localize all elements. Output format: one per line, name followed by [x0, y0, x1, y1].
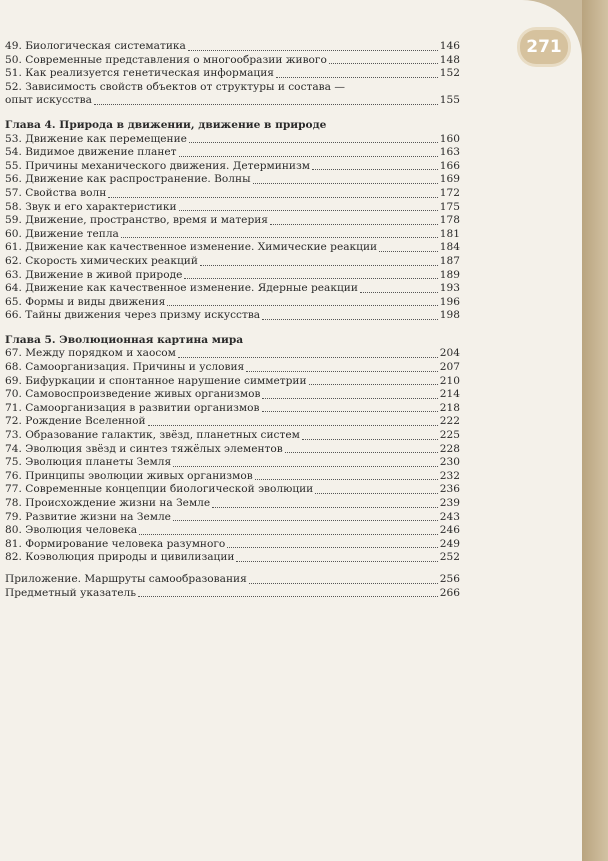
toc-entry	[5, 67, 460, 81]
toc-entry-page: 210	[439, 374, 460, 387]
toc-leader-dots	[270, 224, 438, 225]
toc-entry-page: 172	[439, 186, 460, 199]
toc-leader-dots	[285, 452, 438, 453]
toc-entry-page: 232	[439, 469, 460, 482]
toc-leader-dots	[188, 50, 438, 51]
page-edge	[582, 0, 608, 861]
toc-leader-dots	[262, 411, 438, 412]
toc-entry	[5, 201, 460, 215]
toc-entry	[5, 228, 460, 242]
toc-leader-dots	[309, 384, 438, 385]
toc-entry	[5, 214, 460, 228]
toc-entry-page: 239	[439, 497, 460, 509]
toc-entry-page: 163	[439, 146, 460, 159]
toc-entry-page: 218	[439, 401, 460, 414]
toc-entry	[5, 133, 460, 147]
table-of-contents	[5, 40, 460, 600]
toc-entry-title: 76. Принципы эволюции живых организмов	[5, 469, 253, 482]
toc-entry	[5, 361, 460, 375]
toc-entry-title: 54. Видимое движение планет	[5, 146, 177, 159]
toc-entry-title: 82. Коэволюция природы и цивилизации	[5, 551, 235, 564]
toc-leader-dots	[94, 104, 438, 105]
toc-entry-page: 148	[439, 53, 460, 66]
toc-section-appendix	[5, 573, 460, 600]
toc-entry-title: 65. Формы и виды движения	[5, 295, 166, 308]
toc-entry	[5, 160, 460, 174]
toc-entry-page: 256	[439, 572, 460, 585]
toc-leader-dots	[329, 63, 438, 64]
toc-entry-title: 77. Современные концепции биологической эволюции	[5, 483, 314, 496]
toc-section-chapter-4	[5, 133, 460, 323]
toc-leader-dots	[227, 547, 437, 548]
toc-leader-dots	[138, 596, 438, 597]
toc-entry-page: 246	[439, 524, 460, 537]
toc-leader-dots	[173, 520, 438, 521]
toc-entry-page: 228	[439, 442, 460, 455]
toc-entry	[5, 187, 460, 201]
toc-entry-title: 53. Движение как перемещение	[5, 132, 187, 145]
toc-leader-dots	[236, 561, 437, 562]
toc-entry-title: 55. Причины механического движения. Детерминизм	[5, 159, 310, 172]
toc-leader-dots	[255, 479, 438, 480]
toc-entry	[5, 497, 460, 511]
toc-leader-dots	[179, 156, 438, 157]
toc-entry-page: 225	[439, 429, 460, 442]
toc-leader-dots	[200, 265, 438, 266]
toc-entry-title: 59. Движение, пространство, время и материя	[5, 214, 268, 227]
toc-entry	[5, 309, 460, 323]
toc-entry-page: 236	[439, 483, 460, 496]
toc-entry-title: 60. Движение тепла	[5, 227, 119, 240]
toc-entry	[5, 415, 460, 429]
toc-entry-title: 49. Биологическая систематика	[5, 40, 186, 52]
toc-entry	[5, 587, 460, 601]
toc-entry-page: 222	[439, 415, 460, 428]
toc-leader-dots	[108, 197, 437, 198]
toc-entry-page: 193	[439, 282, 460, 295]
toc-leader-dots	[312, 169, 438, 170]
toc-leader-dots	[379, 251, 438, 252]
toc-entry-page: 266	[439, 586, 460, 599]
toc-entry-page: 249	[439, 537, 460, 550]
toc-leader-dots	[173, 466, 438, 467]
toc-leader-dots	[249, 583, 438, 584]
chapter-5-heading: Глава 5. Эволюционная картина мира	[5, 333, 244, 346]
toc-entry-title: 78. Происхождение жизни на Земле	[5, 497, 211, 509]
toc-entry-title: 58. Звук и его характеристики	[5, 200, 177, 213]
toc-entry-title: 71. Самоорганизация в развитии организмов	[5, 401, 260, 414]
toc-entry	[5, 347, 460, 361]
toc-entry	[5, 269, 460, 283]
toc-leader-dots	[167, 305, 437, 306]
toc-leader-dots	[246, 371, 438, 372]
toc-entry-title: Приложение. Маршруты самообразования	[5, 572, 247, 585]
toc-entry	[5, 388, 460, 402]
toc-leader-dots	[178, 357, 438, 358]
toc-entry-page: 252	[439, 551, 460, 564]
toc-entry-page: 178	[439, 214, 460, 227]
toc-entry	[5, 241, 460, 255]
toc-leader-dots	[262, 319, 438, 320]
toc-leader-dots	[179, 210, 438, 211]
toc-leader-dots	[121, 237, 438, 238]
toc-leader-dots	[139, 534, 438, 535]
toc-entry-page: 196	[439, 295, 460, 308]
toc-entry	[5, 456, 460, 470]
toc-leader-dots	[262, 398, 437, 399]
toc-entry-title: 68. Самоорганизация. Причины и условия	[5, 361, 245, 374]
toc-entry-page: 155	[439, 94, 460, 107]
toc-entry-title: 67. Между порядком и хаосом	[5, 347, 176, 360]
toc-entry	[5, 146, 460, 160]
toc-entry-page: 214	[439, 388, 460, 401]
toc-entry-title: Предметный указатель	[5, 586, 136, 599]
toc-entry-title: 70. Самовоспроизведение живых организмов	[5, 388, 261, 401]
toc-section-chapter-5	[5, 347, 460, 565]
toc-entry-title: 63. Движение в живой природе	[5, 268, 183, 281]
toc-entry-page: 166	[439, 159, 460, 172]
toc-entry-title: 73. Образование галактик, звёзд, планетных систем	[5, 429, 300, 442]
toc-entry-title: опыт искусства	[5, 94, 92, 107]
toc-leader-dots	[302, 439, 438, 440]
toc-entry-page: 169	[439, 173, 460, 186]
toc-entry-page: 189	[439, 268, 460, 281]
toc-entry	[5, 40, 460, 54]
toc-leader-dots	[253, 183, 438, 184]
toc-entry-page: 146	[439, 40, 460, 52]
toc-entry	[5, 255, 460, 269]
toc-entry	[5, 282, 460, 296]
toc-entry	[5, 511, 460, 525]
toc-leader-dots	[148, 425, 438, 426]
toc-entry	[5, 173, 460, 187]
toc-entry-title: 62. Скорость химических реакций	[5, 254, 198, 267]
toc-entry	[5, 375, 460, 389]
toc-entry-title: 72. Рождение Вселенной	[5, 415, 146, 428]
toc-entry-page: 230	[439, 456, 460, 469]
toc-entry	[5, 443, 460, 457]
toc-entry-title: 74. Эволюция звёзд и синтез тяжёлых элементов	[5, 442, 283, 455]
toc-entry-52-cont	[5, 94, 460, 108]
toc-entry-title: 79. Развитие жизни на Земле	[5, 510, 171, 523]
toc-entry	[5, 524, 460, 538]
toc-entry	[5, 573, 460, 587]
toc-entry-title: 50. Современные представления о многообразии живого	[5, 53, 327, 66]
toc-entry	[5, 296, 460, 310]
toc-entry	[5, 429, 460, 443]
toc-entry-title: 64. Движение как качественное изменение. Ядерные реакции	[5, 282, 358, 295]
toc-entry-page: 204	[439, 347, 460, 360]
toc-entry-title: 52. Зависимость свойств объектов от структуры и состава —	[5, 80, 345, 93]
toc-entry-page: 175	[439, 200, 460, 213]
toc-entry	[5, 470, 460, 484]
toc-entry	[5, 538, 460, 552]
toc-entry-page: 187	[439, 254, 460, 267]
toc-entry	[5, 551, 460, 565]
toc-entry-title: 69. Бифуркации и спонтанное нарушение симметрии	[5, 374, 307, 387]
toc-entry-page: 160	[439, 132, 460, 145]
toc-entry-title: 57. Свойства волн	[5, 186, 107, 199]
toc-entry-title: 80. Эволюция человека	[5, 524, 138, 537]
toc-section-continued	[5, 40, 460, 81]
toc-entry-52	[5, 81, 460, 95]
toc-leader-dots	[276, 77, 438, 78]
toc-entry-page: 207	[439, 361, 460, 374]
toc-entry-page: 184	[439, 241, 460, 254]
toc-entry	[5, 54, 460, 68]
toc-entry	[5, 483, 460, 497]
toc-entry-title: 61. Движение как качественное изменение. Химические реакции	[5, 241, 378, 254]
page-number-badge: 271	[520, 30, 568, 64]
toc-leader-dots	[184, 278, 437, 279]
toc-leader-dots	[189, 142, 438, 143]
toc-entry-page: 198	[439, 309, 460, 322]
toc-entry-title: 51. Как реализуется генетическая информация	[5, 67, 274, 80]
toc-entry	[5, 402, 460, 416]
toc-entry-title: 56. Движение как распространение. Волны	[5, 173, 251, 186]
chapter-4-heading: Глава 4. Природа в движении, движение в природе	[5, 118, 327, 131]
toc-entry-page: 152	[439, 67, 460, 80]
toc-entry-title: 75. Эволюция планеты Земля	[5, 456, 172, 469]
toc-entry-title: 66. Тайны движения через призму искусства	[5, 309, 261, 322]
toc-leader-dots	[212, 507, 438, 508]
toc-entry-page: 243	[439, 510, 460, 523]
toc-leader-dots	[315, 493, 438, 494]
toc-leader-dots	[360, 292, 438, 293]
toc-entry-page: 181	[439, 227, 460, 240]
toc-entry-title: 81. Формирование человека разумного	[5, 537, 226, 550]
